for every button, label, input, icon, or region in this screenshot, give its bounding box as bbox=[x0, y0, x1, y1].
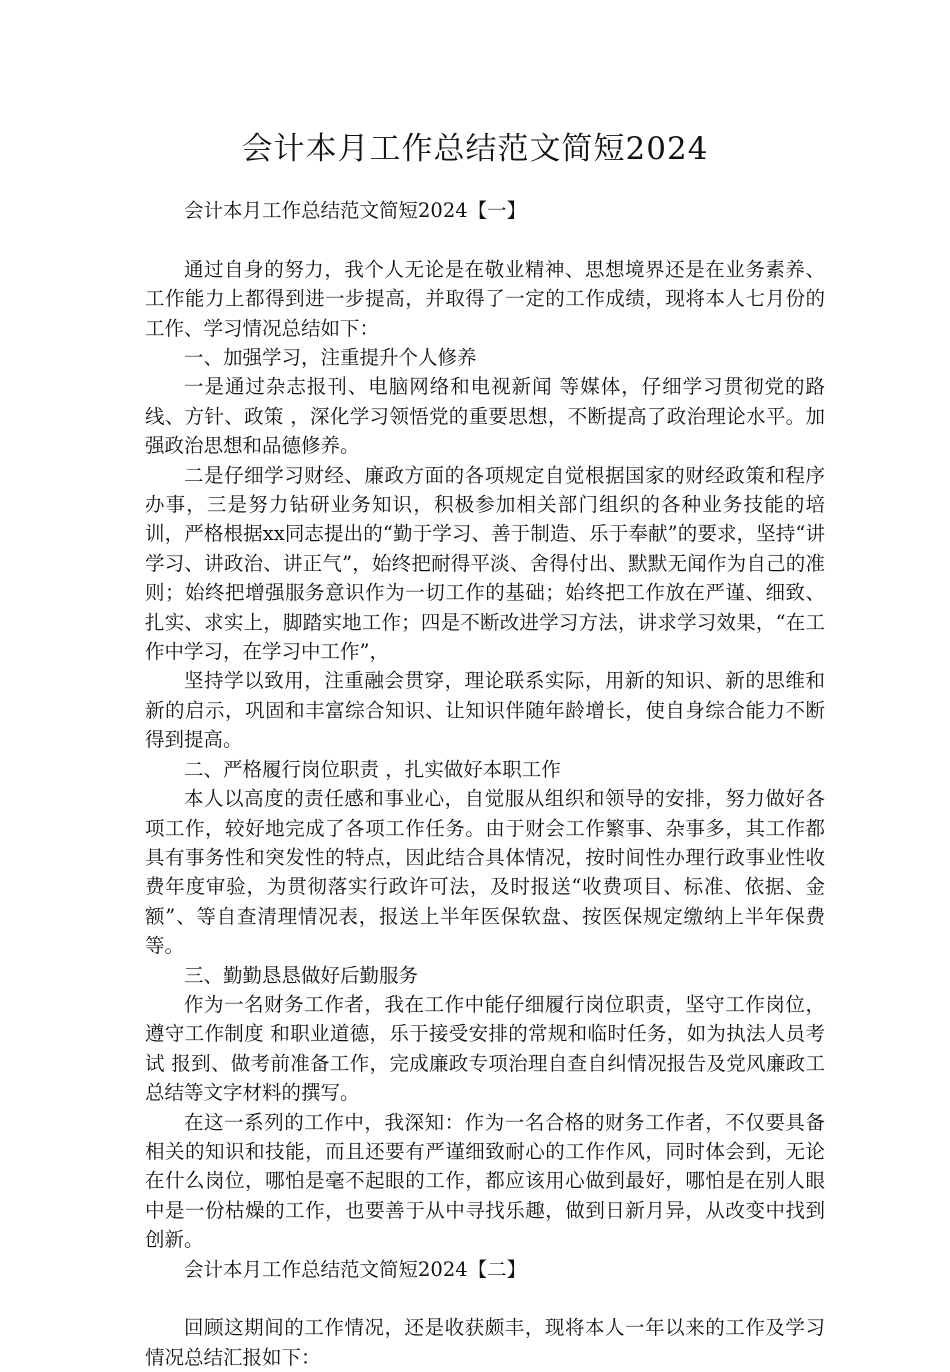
part1-intro: 通过自身的努力，我个人无论是在敬业精神、思想境界还是在业务素养、工作能力上都得到进一步提高，并取得了一定的工作成绩，现将本人七月份的工作、学习情况总结如下： bbox=[145, 257, 825, 340]
section1-heading: 一、加强学习，注重提升个人修养 bbox=[184, 346, 477, 370]
part2-heading: 会计本月工作总结范文简短2024【二】 bbox=[184, 1257, 527, 1281]
document-body bbox=[145, 196, 825, 1372]
section3-heading: 三、勤勤恳恳做好后勤服务 bbox=[184, 963, 419, 987]
part1-heading: 会计本月工作总结范文简短2024【一】 bbox=[184, 199, 527, 222]
section1-paragraph-1: 一是通过杂志报刊、电脑网络和电视新闻 等媒体，仔细学习贯彻党的路线、方针、政策 ，深化学习领悟党的重要思想，不断提高了政治理论水平。加强政治思想和品德修养。 bbox=[145, 375, 825, 458]
section1-paragraph-3: 坚持学以致用，注重融会贯穿，理论联系实际，用新的知识、新的思维和新的启示，巩固和丰富综合知识、让知识伴随年龄增长，使自身综合能力不断得到提高。 bbox=[145, 669, 825, 752]
section3-paragraph-2: 在这一系列的工作中，我深知：作为一名合格的财务工作者，不仅要具备相关的知识和技能，而且还要有严谨细致耐心的工作作风，同时体会到，无论在什么岗位，哪怕是毫不起眼的工作，都应该用心做到最好，哪怕是在别人眼中是一份枯燥的工作，也要善于从中寻找乐趣，做到日新月异，从改变中找到创新。 bbox=[145, 1110, 825, 1252]
part2-intro: 回顾这期间的工作情况，还是收获颇丰，现将本人一年以来的工作及学习情况总结汇报如下： bbox=[145, 1316, 825, 1369]
blank-line bbox=[145, 225, 825, 254]
section2-paragraph-1: 本人以高度的责任感和事业心，自觉服从组织和领导的安排，努力做好各项工作，较好地完成了各项工作任务。由于财会工作繁事、杂事多，其工作都具有事务性和突发性的特点，因此结合具体情况，按时间性办理行政事业性收费年度审验，为贯彻落实行政许可法，及时报送“收费项目、标准、依据、金额”、等自查清理情况表，报送上半年医保软盘、按医保规定缴纳上半年保费等。 bbox=[145, 787, 825, 958]
section3-paragraph-1: 作为一名财务工作者，我在工作中能仔细履行岗位职责，坚守工作岗位，遵守工作制度 和职业道德，乐于接受安排的常规和临时任务，如为执法人员考试 报到、做考前准备工作，完成廉政专项治理自查自纠情况报告及党风廉政工总结等文字材料的撰写。 bbox=[145, 992, 825, 1105]
blank-line bbox=[145, 1284, 825, 1313]
section1-paragraph-2: 二是仔细学习财经、廉政方面的各项规定自觉根据国家的财经政策和程序办事，三是努力钻研业务知识，积极参加相关部门组织的各种业务技能的培训，严格根据xx同志提出的“勤于学习、善于制造、乐于奉献”的要求，坚持“讲学习、讲政治、讲正气”，始终把耐得平淡、舍得付出、默默无闻作为自己的准则；始终把增强服务意识作为一切工作的基础；始终把工作放在严谨、细致、扎实、求实上，脚踏实地工作；四是不断改进学习方法，讲求学习效果，“在工作中学习，在学习中工作”， bbox=[145, 463, 825, 664]
section2-heading: 二、严格履行岗位职责 ，扎实做好本职工作 bbox=[184, 757, 561, 781]
document-title: 会计本月工作总结范文简短2024 bbox=[241, 131, 709, 167]
